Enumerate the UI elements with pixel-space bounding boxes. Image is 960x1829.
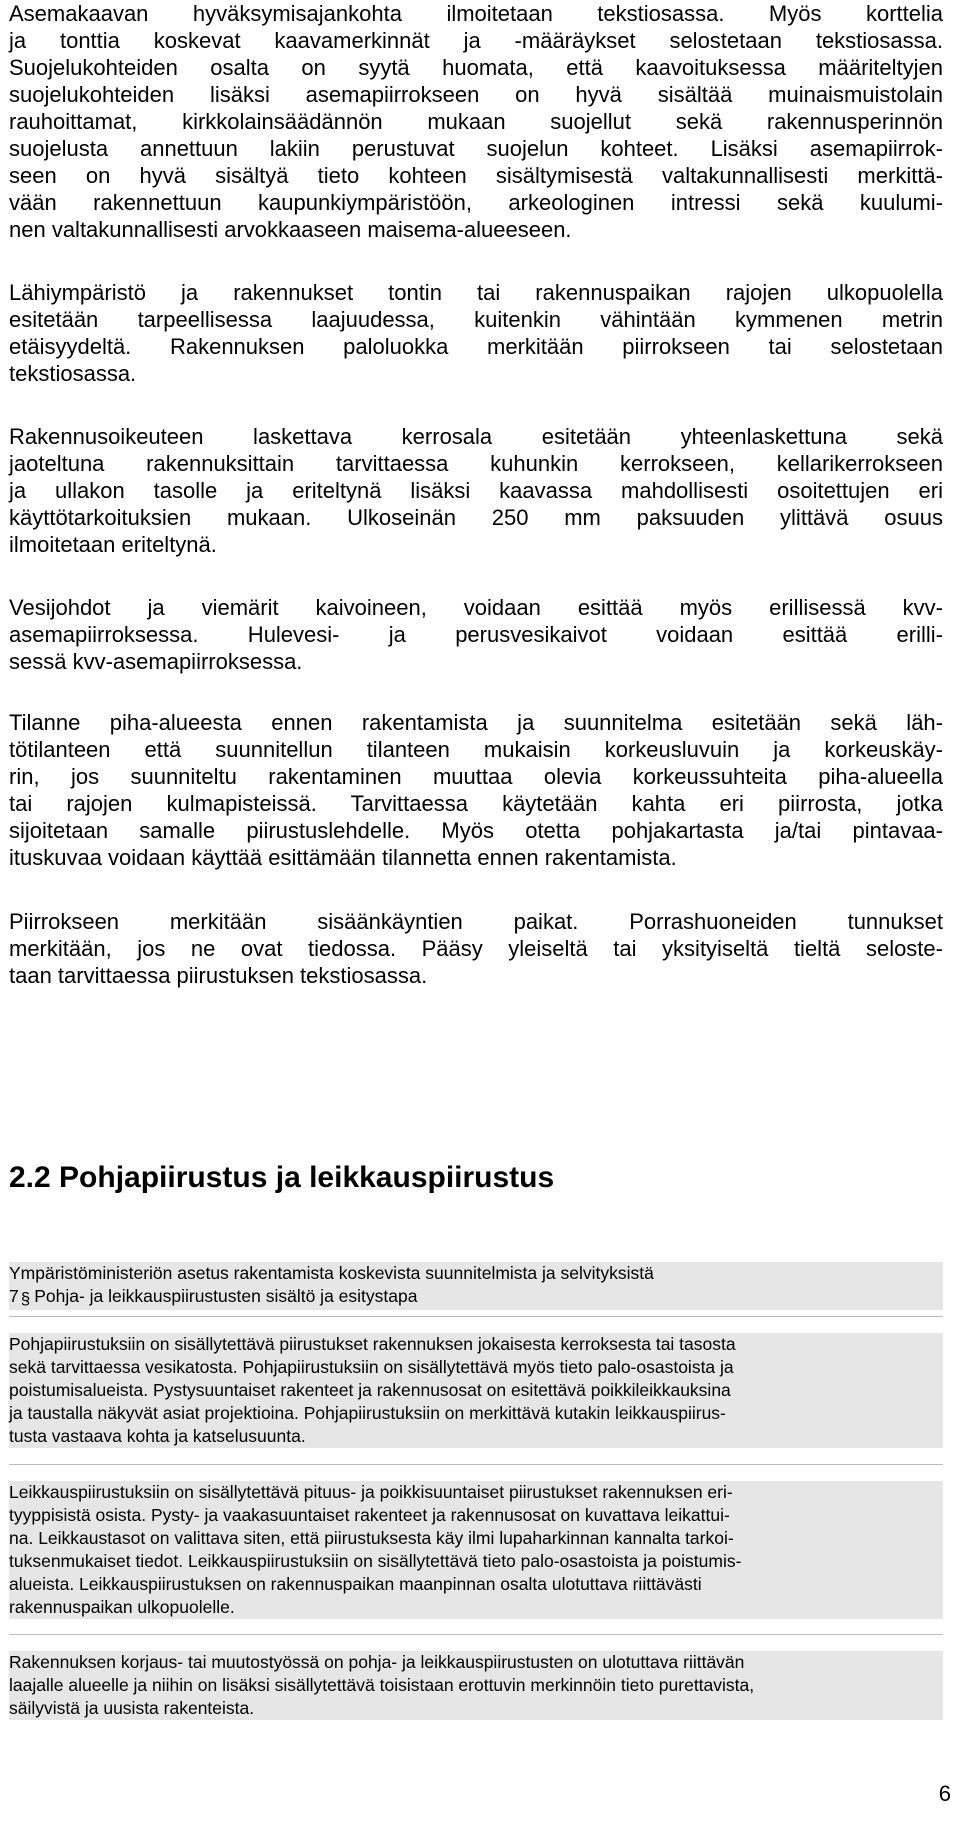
text-line: tuksenmukaiset tiedot. Leikkauspiirustuksiin on sisällytettävä tieto palo-osastoista ja poistumis- xyxy=(9,1551,742,1571)
body-paragraph-1 xyxy=(9,0,943,243)
text-line: Piirrokseen merkitään sisäänkäyntien paikat. Porrashuoneiden tunnukset xyxy=(9,909,943,934)
text-line: säilyvistä ja uusista rakenteista. xyxy=(9,1698,255,1718)
text-line: na. Leikkaustasot on valittava siten, että piirustuksesta käy ilmi lupaharkinnan kannalta tarkoi- xyxy=(9,1528,734,1548)
regulation-box-header xyxy=(9,1262,943,1310)
text-line: Lähiympäristö ja rakennukset tontin tai rakennuspaikan rajojen ulkopuolella xyxy=(9,280,943,305)
text-line: tötilanteen että suunnitellun tilanteen mukaisin korkeusluvuin ja korkeuskäy- xyxy=(9,737,943,762)
text-line: suojelusta annettuun lakiin perustuvat suojelun kohteet. Lisäksi asemapiirrok- xyxy=(9,136,943,161)
text-line: käyttötarkoituksien mukaan. Ulkoseinän 250 mm paksuuden ylittävä osuus xyxy=(9,505,943,530)
text-line: rauhoittamat, kirkkolainsäädännön mukaan suojellut sekä rakennusperinnön xyxy=(9,109,943,134)
text-line: sijoitetaan samalle piirustuslehdelle. Myös otetta pohjakartasta ja/tai pintavaa- xyxy=(9,818,943,843)
text-line: Leikkauspiirustuksiin on sisällytettävä pituus- ja poikkisuuntaiset piirustukset rakennuksen eri- xyxy=(9,1482,733,1502)
text-line: sessä kvv-asemapiirroksessa. xyxy=(9,649,303,674)
text-line: poistumisalueista. Pystysuuntaiset rakenteet ja rakennusosat on esitettävä poikkileikkauksina xyxy=(9,1380,731,1400)
regulation-title: Ympäristöministeriön asetus rakentamista koskevista suunnitelmista ja selvityksistä xyxy=(9,1263,654,1283)
regulation-paragraph-1 xyxy=(9,1333,943,1448)
text-line: ja tonttia koskevat kaavamerkinnät ja -määräykset selostetaan tekstiosassa. xyxy=(9,28,943,53)
box-divider xyxy=(9,1464,943,1465)
text-line: sekä tarvittaessa vesikatosta. Pohjapiirustuksiin on sisällytettävä myös tieto palo-osastoista ja xyxy=(9,1357,734,1377)
section-heading: 2.2 Pohjapiirustus ja leikkauspiirustus xyxy=(9,1161,555,1194)
section-sign-icon: § xyxy=(20,1289,31,1308)
text-line: laajalle alueelle ja niihin on lisäksi sisällytettävä toisistaan erottuvin merkinnöin tieto purettavista, xyxy=(9,1675,755,1695)
text-line: ja taustalla näkyvät asiat projektioina. Pohjapiirustuksiin on merkittävä kutakin leikkauspiirus- xyxy=(9,1403,726,1423)
page-number: 6 xyxy=(938,1781,951,1806)
body-paragraph-3 xyxy=(9,423,943,558)
text-line: Rakennuksen korjaus- tai muutostyössä on pohja- ja leikkauspiirustusten on ulotuttava riittävän xyxy=(9,1652,745,1672)
text-line: ja ullakon tasolle ja eriteltynä lisäksi kaavassa mahdollisesti osoitettujen eri xyxy=(9,478,943,503)
text-line: nen valtakunnallisesti arvokkaaseen maisema-alueeseen. xyxy=(9,217,572,242)
text-line: Pohjapiirustuksiin on sisällytettävä piirustukset rakennuksen jokaisesta kerroksesta tai tasosta xyxy=(9,1334,736,1354)
text-line: rakennuspaikan ulkopuolelle. xyxy=(9,1597,235,1617)
text-line: ituskuvaa voidaan käyttää esittämään tilannetta ennen rakentamista. xyxy=(9,845,677,870)
text-line: etäisyydeltä. Rakennuksen paloluokka merkitään piirrokseen tai selostetaan xyxy=(9,334,943,359)
text-line: esitetään tarpeellisessa laajuudessa, kuitenkin vähintään kymmenen metrin xyxy=(9,307,943,332)
text-line: suojelukohteiden lisäksi asemapiirrokseen on hyvä sisältää muinaismuistolain xyxy=(9,82,943,107)
text-line: tai rajojen kulmapisteissä. Tarvittaessa käytetään kahta eri piirrosta, jotka xyxy=(9,791,943,816)
body-paragraph-5 xyxy=(9,709,943,871)
text-line: tekstiosassa. xyxy=(9,361,137,386)
text-line: taan tarvittaessa piirustuksen tekstiosassa. xyxy=(9,963,428,988)
text-line: rin, jos suunniteltu rakentaminen muuttaa olevia korkeussuhteita piha-alueella xyxy=(9,764,943,789)
body-paragraph-2 xyxy=(9,279,943,387)
box-divider xyxy=(9,1316,943,1317)
body-paragraph-4 xyxy=(9,594,943,675)
text-line: alueista. Leikkauspiirustuksen on rakennuspaikan maanpinnan osalta ulotuttava riittävästi xyxy=(9,1574,702,1594)
regulation-section-number: 7 xyxy=(9,1286,19,1306)
text-line: merkitään, jos ne ovat tiedossa. Pääsy yleiseltä tai yksityiseltä tieltä seloste- xyxy=(9,936,943,961)
regulation-paragraph-3 xyxy=(9,1651,943,1720)
text-line: Tilanne piha-alueesta ennen rakentamista ja suunnitelma esitetään sekä läh- xyxy=(9,710,943,735)
text-line: Asemakaavan hyväksymisajankohta ilmoitetaan tekstiosassa. Myös korttelia xyxy=(9,1,943,26)
body-paragraph-6 xyxy=(9,908,943,989)
text-line: Vesijohdot ja viemärit kaivoineen, voidaan esittää myös erillisessä kvv- xyxy=(9,595,943,620)
text-line: vään rakennettuun kaupunkiympäristöön, arkeologinen intressi sekä kuulumi- xyxy=(9,190,943,215)
regulation-paragraph-2 xyxy=(9,1481,943,1619)
regulation-section-line xyxy=(9,1285,943,1310)
text-line: Rakennusoikeuteen laskettava kerrosala esitetään yhteenlaskettuna sekä xyxy=(9,424,943,449)
text-line: asemapiirroksessa. Hulevesi- ja perusvesikaivot voidaan esittää erilli- xyxy=(9,622,943,647)
text-line: tyyppisistä osista. Pysty- ja vaakasuuntaiset rakenteet ja rakennusosat on kuvattava leikattui- xyxy=(9,1505,730,1525)
box-divider xyxy=(9,1634,943,1635)
text-line: Suojelukohteiden osalta on syytä huomata, että kaavoituksessa määriteltyjen xyxy=(9,55,943,80)
text-line: jaoteltuna rakennuksittain tarvittaessa kuhunkin kerrokseen, kellarikerrokseen xyxy=(9,451,943,476)
regulation-section-title: Pohja- ja leikkauspiirustusten sisältö ja esitystapa xyxy=(34,1286,418,1306)
text-line: seen on hyvä sisältyä tieto kohteen sisältymisestä valtakunnallisesti merkittä- xyxy=(9,163,943,188)
text-line: ilmoitetaan eriteltynä. xyxy=(9,532,217,557)
text-line: tusta vastaava kohta ja katselusuunta. xyxy=(9,1426,306,1446)
